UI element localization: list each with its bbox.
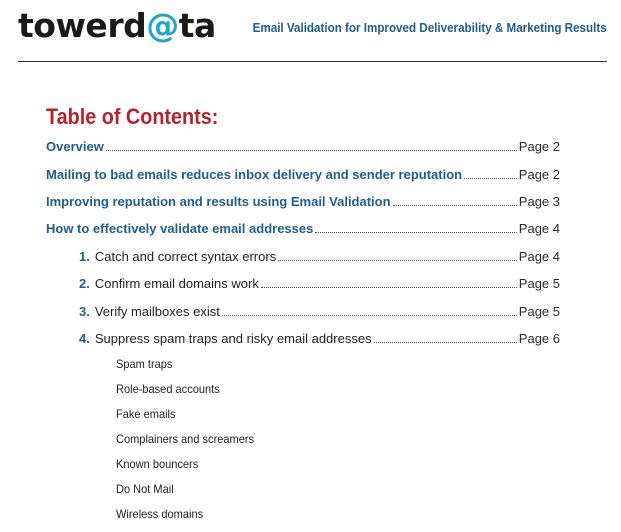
- dot-leader: [106, 139, 517, 151]
- toc-page-number: Page 2: [518, 139, 560, 154]
- toc-page-number: Page 2: [518, 167, 560, 182]
- toc-subitem[interactable]: Wireless domains: [116, 507, 204, 521]
- toc-entry-improving-reputation[interactable]: [46, 194, 560, 212]
- dot-leader: [374, 331, 517, 343]
- toc-subitem[interactable]: Do Not Mail: [116, 482, 174, 496]
- toc-subitem[interactable]: Spam traps: [116, 357, 173, 371]
- toc-subentry-number: 1.: [79, 249, 90, 264]
- toc-entry-overview[interactable]: [46, 139, 560, 157]
- toc-subitem[interactable]: Complainers and screamers: [116, 432, 255, 446]
- toc-entry-label: How to effectively validate email addresses: [46, 221, 314, 236]
- toc-page-number: Page 5: [518, 304, 560, 319]
- toc-subentry-spam-traps[interactable]: [79, 331, 560, 349]
- dot-leader: [278, 249, 517, 261]
- header-divider: [18, 61, 607, 62]
- toc-subentry-mailboxes[interactable]: [79, 304, 560, 322]
- dot-leader: [261, 276, 517, 288]
- toc-subentry-number: 3.: [79, 304, 90, 319]
- toc-subitem[interactable]: Known bouncers: [116, 457, 199, 471]
- document-title: Email Validation for Improved Deliverability & Marketing Results: [252, 21, 607, 35]
- toc-subentry-domains[interactable]: [79, 276, 560, 294]
- toc-subentry-label: Catch and correct syntax errors: [94, 249, 277, 264]
- toc-heading: Table of Contents:: [46, 104, 219, 129]
- dot-leader: [393, 194, 517, 206]
- toc-entry-validate-emails[interactable]: [46, 221, 560, 239]
- dot-leader: [464, 167, 517, 179]
- toc-page-number: Page 5: [518, 276, 560, 291]
- dot-leader: [315, 221, 516, 233]
- toc-entry-label: Overview: [46, 139, 104, 154]
- toc-subentry-number: 4.: [79, 331, 90, 346]
- toc-entry-label: Improving reputation and results using Email Validation: [46, 194, 391, 209]
- toc-subitem[interactable]: Fake emails: [116, 407, 176, 421]
- toc-entry-label: Mailing to bad emails reduces inbox delivery and sender reputation: [46, 167, 463, 182]
- toc-subitem[interactable]: Role-based accounts: [116, 382, 220, 396]
- toc-page-number: Page 4: [518, 221, 560, 236]
- toc-subentry-label: Confirm email domains work: [94, 276, 259, 291]
- toc-entry-bad-emails[interactable]: [46, 167, 560, 185]
- toc-page-number: Page 3: [518, 194, 560, 209]
- toc-subentry-label: Suppress spam traps and risky email addresses: [94, 331, 372, 346]
- toc-page-number: Page 4: [518, 249, 560, 264]
- company-logo: towerd@ta: [18, 6, 216, 45]
- toc-subentry-number: 2.: [79, 276, 90, 291]
- toc-page-number: Page 6: [518, 331, 560, 346]
- toc-subentry-label: Verify mailboxes exist: [94, 304, 220, 319]
- dot-leader: [222, 304, 517, 316]
- toc-subentry-syntax[interactable]: [79, 249, 560, 267]
